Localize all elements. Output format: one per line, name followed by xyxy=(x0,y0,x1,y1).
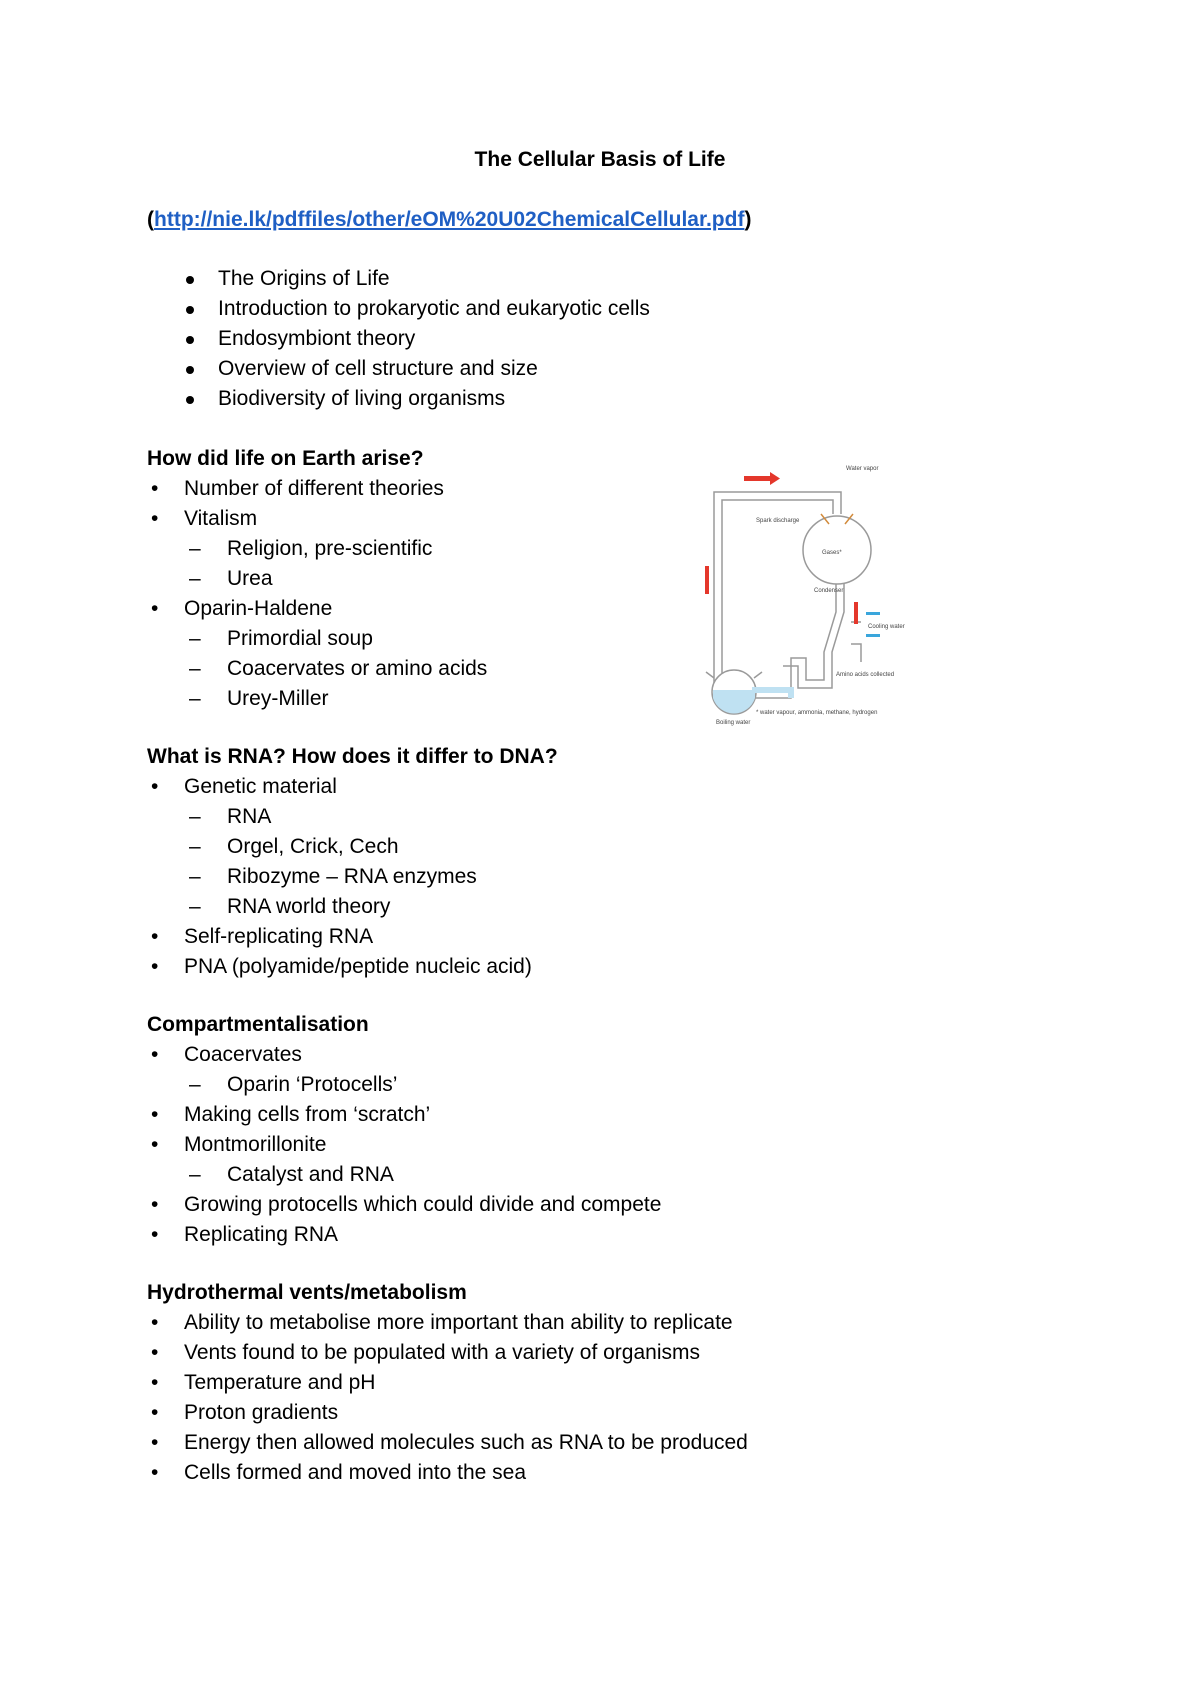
topic-item xyxy=(186,264,650,294)
label-spark-discharge: Spark discharge xyxy=(756,518,800,524)
urey-miller-diagram xyxy=(696,462,906,732)
item-text: Oparin-Haldene xyxy=(184,597,333,620)
bullet-dot xyxy=(186,336,194,344)
item-text: Making cells from ‘scratch’ xyxy=(184,1103,431,1126)
topic-item xyxy=(186,384,650,414)
item-text: Coacervates or amino acids xyxy=(227,657,488,680)
dash-mark: – xyxy=(189,657,201,680)
item-text: Vents found to be populated with a variety of organisms xyxy=(184,1341,700,1364)
bullet-mark: • xyxy=(151,1043,159,1066)
list-item xyxy=(147,1190,867,1220)
item-text: RNA world theory xyxy=(227,895,391,918)
item-text: RNA xyxy=(227,805,272,828)
item-text: Self-replicating RNA xyxy=(184,925,374,948)
bullet-mark: • xyxy=(151,1223,159,1246)
sub-list-item xyxy=(147,892,867,922)
list-item xyxy=(147,1458,867,1488)
bullet-mark: • xyxy=(151,1431,159,1454)
topic-item xyxy=(186,354,650,384)
sub-list-item xyxy=(147,1070,867,1100)
item-text: Temperature and pH xyxy=(184,1371,376,1394)
bullet-dot xyxy=(186,366,194,374)
item-text: Urea xyxy=(227,567,273,590)
list-item xyxy=(147,772,867,802)
bullet-mark: • xyxy=(151,955,159,978)
list-item xyxy=(147,1428,867,1458)
cooling-jacket-lines xyxy=(851,622,861,662)
bullet-mark: • xyxy=(151,1103,159,1126)
bullet-mark: • xyxy=(151,925,159,948)
item-text: Religion, pre-scientific xyxy=(227,537,433,560)
condenser-outflow-tube xyxy=(752,582,836,698)
boiling-water-fill xyxy=(713,690,755,713)
bullet-mark: • xyxy=(151,597,159,620)
topic-text: Endosymbiont theory xyxy=(218,327,416,350)
item-text: Proton gradients xyxy=(184,1401,339,1424)
item-text: Growing protocells which could divide and compete xyxy=(184,1193,662,1216)
bullet-mark: • xyxy=(151,477,159,500)
list-item xyxy=(147,1398,867,1428)
bullet-dot xyxy=(186,396,194,404)
list-item xyxy=(147,1220,867,1250)
topics-list xyxy=(186,264,650,414)
dash-mark: – xyxy=(189,1163,201,1186)
item-text: Primordial soup xyxy=(227,627,373,650)
sub-list-item xyxy=(147,802,867,832)
label-water-vapor: Water vapor xyxy=(846,466,879,472)
dash-mark: – xyxy=(189,627,201,650)
condenser-outflow-tube-inner xyxy=(783,582,844,688)
item-text: Genetic material xyxy=(184,775,337,798)
bullet-mark: • xyxy=(151,1311,159,1334)
bullet-mark: • xyxy=(151,1133,159,1156)
topic-text: Biodiversity of living organisms xyxy=(218,387,506,410)
water-vapor-arrowhead xyxy=(770,472,780,485)
label-condenser: Condenser xyxy=(814,588,844,594)
bullet-dot xyxy=(186,306,194,314)
sub-list-item xyxy=(147,1160,867,1190)
dash-mark: – xyxy=(189,537,201,560)
section-rna xyxy=(147,742,867,982)
rising-arrow xyxy=(705,566,709,594)
bullet-mark: • xyxy=(151,1461,159,1484)
item-text: Cells formed and moved into the sea xyxy=(184,1461,527,1484)
apparatus-illustration xyxy=(696,462,906,732)
topic-item xyxy=(186,294,650,324)
section-heading: Hydrothermal vents/metabolism xyxy=(147,1281,467,1304)
item-text: Oparin ‘Protocells’ xyxy=(227,1073,398,1096)
item-text: PNA (polyamide/peptide nucleic acid) xyxy=(184,955,532,978)
sub-list-item xyxy=(147,832,867,862)
topic-item xyxy=(186,324,650,354)
document-title: The Cellular Basis of Life xyxy=(474,148,726,171)
item-text: Coacervates xyxy=(184,1043,302,1066)
item-text: Energy then allowed molecules such as RNA to be produced xyxy=(184,1431,748,1454)
bullet-mark: • xyxy=(151,775,159,798)
dash-mark: – xyxy=(189,805,201,828)
section-compartmentalisation xyxy=(147,1010,867,1250)
dash-mark: – xyxy=(189,835,201,858)
bullet-dot xyxy=(186,276,194,284)
condenser-arrow xyxy=(854,602,858,624)
section-hydrothermal xyxy=(147,1278,867,1488)
cooling-in-arrow xyxy=(866,612,880,615)
list-item xyxy=(147,1130,867,1160)
item-text: Ribozyme – RNA enzymes xyxy=(227,865,477,888)
list-item xyxy=(147,952,867,982)
bullet-mark: • xyxy=(151,1341,159,1364)
list-item xyxy=(147,1338,867,1368)
item-text: Urey-Miller xyxy=(227,687,329,710)
dash-mark: – xyxy=(189,895,201,918)
item-text: Orgel, Crick, Cech xyxy=(227,835,399,858)
dash-mark: – xyxy=(189,687,201,710)
bullet-mark: • xyxy=(151,1371,159,1394)
bullet-mark: • xyxy=(151,1193,159,1216)
water-vapor-arrow xyxy=(744,476,770,481)
item-text: Vitalism xyxy=(184,507,258,530)
cooling-out-arrow xyxy=(866,634,880,637)
link-open-paren: ( xyxy=(147,208,154,231)
bullet-mark: • xyxy=(151,507,159,530)
label-boiling-water: Boiling water xyxy=(716,720,751,726)
topic-text: Introduction to prokaryotic and eukaryotic cells xyxy=(218,297,650,320)
label-amino-acids: Amino acids collected xyxy=(836,672,895,678)
list-item xyxy=(147,1100,867,1130)
link-close-paren: ) xyxy=(744,208,752,231)
list-item xyxy=(147,1308,867,1338)
dash-mark: – xyxy=(189,1073,201,1096)
dash-mark: – xyxy=(189,567,201,590)
item-text: Number of different theories xyxy=(184,477,444,500)
list-item xyxy=(147,1040,867,1070)
item-text: Montmorillonite xyxy=(184,1133,327,1156)
bullet-mark: • xyxy=(151,1401,159,1424)
dash-mark: – xyxy=(189,865,201,888)
topic-text: Overview of cell structure and size xyxy=(218,357,538,380)
topic-text: The Origins of Life xyxy=(218,267,390,290)
collected-water xyxy=(752,690,791,698)
section-heading: What is RNA? How does it differ to DNA? xyxy=(147,745,558,768)
item-text: Catalyst and RNA xyxy=(227,1163,394,1186)
source-link-line xyxy=(147,208,751,232)
list-item xyxy=(147,1368,867,1398)
section-heading: How did life on Earth arise? xyxy=(147,447,424,470)
source-link[interactable]: http://nie.lk/pdffiles/other/eOM%20U02ChemicalCellular.pdf xyxy=(154,208,745,231)
item-text: Ability to metabolise more important than ability to replicate xyxy=(184,1311,733,1334)
sub-list-item xyxy=(147,862,867,892)
list-item xyxy=(147,922,867,952)
label-gases: Gases* xyxy=(822,550,842,556)
item-text: Replicating RNA xyxy=(184,1223,339,1246)
section-heading: Compartmentalisation xyxy=(147,1013,369,1036)
label-footnote: * water vapour, ammonia, methane, hydrogen xyxy=(756,710,878,716)
label-cooling-water: Cooling water xyxy=(868,624,905,630)
